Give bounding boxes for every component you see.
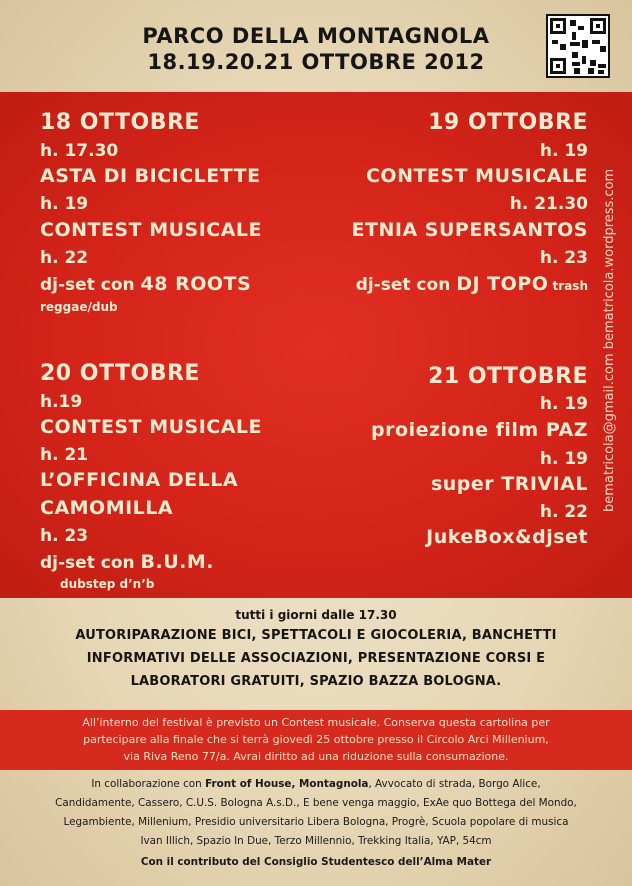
day-19-act-2: ETNIA SUPERSANTOS — [351, 219, 588, 241]
event-dates: 18.19.20.21 OTTOBRE 2012 — [147, 50, 485, 74]
credits-line: Ivan Illich, Spazio In Due, Terzo Millennio, Trekking Italia, YAP, 54cm — [140, 835, 492, 847]
dj-genre: trash — [548, 279, 588, 293]
film-name: PAZ — [545, 419, 588, 441]
day-21-act-3: JukeBox&djset — [426, 526, 588, 548]
dj-name: DJ TOPO — [456, 273, 549, 295]
credits-line: Candidamente, Cassero, C.U.S. Bologna A.s.D., E bene venga maggio, ExAe quo Bottega del Mondo, — [55, 797, 577, 809]
contest-note-line: partecipare alla finale che si terrà giovedì 25 ottobre presso il Circolo Arci Millenium, — [83, 733, 549, 746]
day-19-djset — [356, 273, 588, 295]
day-19-hour-3: h. 23 — [539, 248, 588, 268]
day-21-hour-3: h. 22 — [539, 502, 588, 522]
act-prefix: super — [430, 473, 502, 495]
day-18-act-1: ASTA DI BICICLETTE — [40, 165, 261, 187]
qr-code-icon — [546, 14, 610, 78]
daily-activities-line: INFORMATIVI DELLE ASSOCIAZIONI, PRESENTAZIONE CORSI E — [86, 651, 546, 666]
credits-intro: In collaborazione con — [91, 778, 206, 790]
daily-activities-line: AUTORIPARAZIONE BICI, SPETTACOLI E GIOCOLERIA, BANCHETTI — [75, 628, 557, 643]
contest-note-line: via Riva Reno 77/a. Avrai diritto ad una riduzione sulla consumazione. — [123, 750, 509, 763]
contest-note-band — [0, 710, 632, 770]
djset-prefix: dj-set con — [40, 275, 141, 295]
contribution-credit: Con il contributo del Consiglio Studentesco dell’Alma Mater — [140, 856, 492, 868]
day-19-date: 19 OTTOBRE — [428, 110, 588, 135]
day-20-date: 20 OTTOBRE — [40, 361, 200, 386]
daily-schedule-note: tutti i giorni dalle 17.30 — [235, 608, 397, 622]
dj-name: B.U.M. — [140, 551, 215, 573]
day-20-act-1: CONTEST MUSICALE — [40, 416, 263, 438]
day-21-act-1 — [371, 419, 588, 441]
contact-email-website: bematricola@gmail.com bematricola.wordpress.com — [602, 168, 617, 512]
day-18-hour-3: h. 22 — [40, 248, 89, 268]
day-20-act-2-line-2: CAMOMILLA — [40, 497, 174, 519]
day-19-hour-2: h. 21.30 — [509, 194, 588, 214]
credits-rest: , Avvocato di strada, Borgo Alice, — [368, 778, 541, 790]
djset-prefix: dj-set con — [40, 553, 141, 573]
day-19-act-1: CONTEST MUSICALE — [365, 165, 588, 187]
contest-note-line: All’interno del festival è previsto un Contest musicale. Conserva questa cartolina per — [82, 716, 550, 729]
event-venue-title: PARCO DELLA MONTAGNOLA — [142, 24, 490, 48]
dj-name: 48 ROOTS — [140, 273, 252, 295]
day-21-date: 21 OTTOBRE — [428, 364, 588, 389]
day-21-act-2 — [431, 473, 588, 495]
day-18-hour-1: h. 17.30 — [40, 141, 119, 161]
program-band — [0, 92, 632, 598]
day-20-hour-3: h. 23 — [40, 526, 89, 546]
day-20-hour-1: h.19 — [40, 392, 83, 412]
daily-activities — [0, 598, 632, 710]
day-20-djset — [40, 551, 214, 573]
credits-line — [0, 778, 632, 790]
day-19-hour-1: h. 19 — [539, 141, 588, 161]
credits-footer — [0, 770, 632, 886]
day-18-djset — [40, 273, 251, 295]
header — [0, 0, 632, 92]
credits-main-partner: Front of House, Montagnola — [205, 778, 369, 790]
djset-prefix: dj-set con — [355, 275, 457, 295]
act-prefix: proiezione film — [371, 419, 546, 441]
game-name: TRIVIAL — [501, 473, 588, 495]
day-20-genre: dubstep d’n’b — [60, 577, 155, 591]
day-18-date: 18 OTTOBRE — [40, 110, 200, 135]
day-20-act-2-line-1: L’OFFICINA DELLA — [40, 469, 239, 491]
daily-activities-line: LABORATORI GRATUITI, SPAZIO BAZZA BOLOGNA. — [130, 674, 502, 689]
day-20-hour-2: h. 21 — [40, 445, 89, 465]
day-18-act-2: CONTEST MUSICALE — [40, 219, 263, 241]
day-21-hour-2: h. 19 — [539, 449, 588, 469]
day-18-hour-2: h. 19 — [40, 194, 89, 214]
day-18-genre: reggae/dub — [40, 300, 118, 314]
day-21-hour-1: h. 19 — [539, 394, 588, 414]
credits-line: Legambiente, Millenium, Presidio universitario Libera Bologna, Progrè, Scuola popolare di musica — [63, 816, 569, 828]
